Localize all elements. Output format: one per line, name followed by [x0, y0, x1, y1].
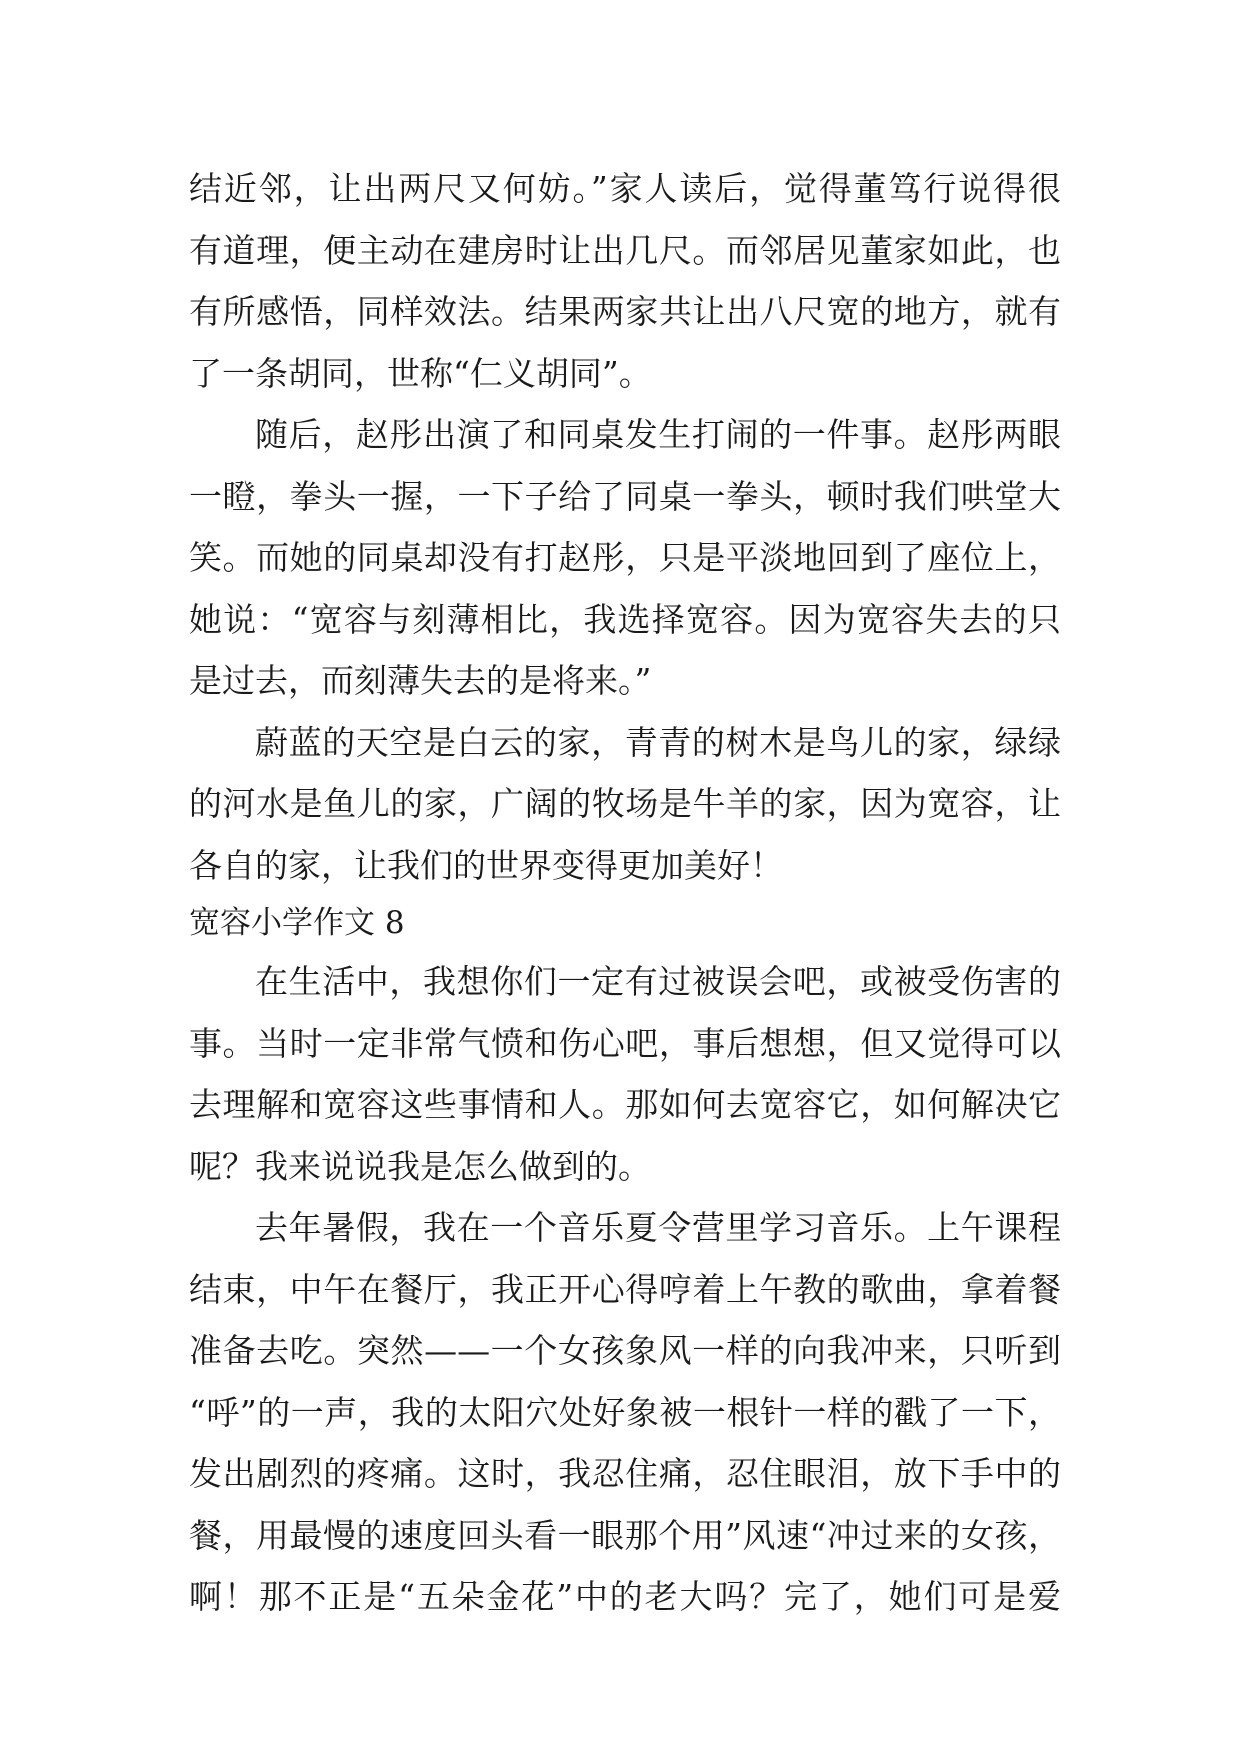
- text-line: 是过去，而刻薄失去的是将来。”: [189, 661, 652, 700]
- text-line: 她说：“宽容与刻薄相比，我选择宽容。因为宽容失去的只: [189, 599, 1061, 639]
- paragraph: [189, 1197, 1061, 1628]
- paragraph: [189, 404, 1061, 712]
- text-line: 啊！那不正是“五朵金花”中的老大吗？完了，她们可是爱: [189, 1577, 1061, 1616]
- text-line: 餐，用最慢的速度回头看一眼那个用”风速“冲过来的女孩，: [189, 1515, 1061, 1555]
- paragraph: [189, 951, 1061, 1197]
- text-line: 的河水是鱼儿的家，广阔的牧场是牛羊的家，因为宽容，让: [189, 784, 1061, 823]
- text-line: 呢？我来说说我是怎么做到的。: [189, 1146, 651, 1186]
- text-line: 一瞪，拳头一握，一下子给了同桌一拳头，顿时我们哄堂大: [189, 476, 1061, 516]
- text-line: 准备去吃。突然——一个女孩象风一样的向我冲来，只听到: [189, 1331, 1061, 1370]
- text-line: 有道理，便主动在建房时让出几尺。而邻居见董家如此，也: [189, 230, 1061, 270]
- paragraph: [189, 158, 1061, 404]
- document-page: [189, 158, 1061, 1628]
- text-line: 在生活中，我想你们一定有过被误会吧，或被受伤害的: [255, 962, 1061, 1001]
- text-line: 随后，赵彤出演了和同桌发生打闹的一件事。赵彤两眼: [255, 415, 1061, 454]
- text-line: 笑。而她的同桌却没有打赵彤，只是平淡地回到了座位上，: [189, 538, 1061, 577]
- text-line: 结束，中午在餐厅，我正开心得哼着上午教的歌曲，拿着餐: [189, 1269, 1061, 1309]
- text-line: 事。当时一定非常气愤和伤心吧，事后想想，但又觉得可以: [189, 1023, 1061, 1063]
- paragraph: [189, 712, 1061, 897]
- text-line: 了一条胡同，世称“仁义胡同”。: [189, 353, 652, 393]
- text-line: “呼”的一声，我的太阳穴处好象被一根针一样的戳了一下，: [189, 1392, 1061, 1432]
- text-line: 有所感悟，同样效法。结果两家共让出八尺宽的地方，就有: [189, 292, 1061, 331]
- text-line: 结近邻，让出两尺又何妨。”家人读后，觉得董笃行说得很: [189, 169, 1061, 208]
- text-line: 蔚蓝的天空是白云的家，青青的树木是鸟儿的家，绿绿: [255, 722, 1061, 762]
- text-line: 去年暑假，我在一个音乐夏令营里学习音乐。上午课程: [255, 1208, 1061, 1247]
- text-line: 去理解和宽容这些事情和人。那如何去宽容它，如何解决它: [189, 1085, 1061, 1124]
- text-line: 发出剧烈的疼痛。这时，我忍住痛，忍住眼泪，放下手中的: [189, 1454, 1061, 1493]
- section-heading: 宽容小学作文 8: [189, 905, 405, 941]
- text-line: 各自的家，让我们的世界变得更加美好！: [189, 845, 783, 885]
